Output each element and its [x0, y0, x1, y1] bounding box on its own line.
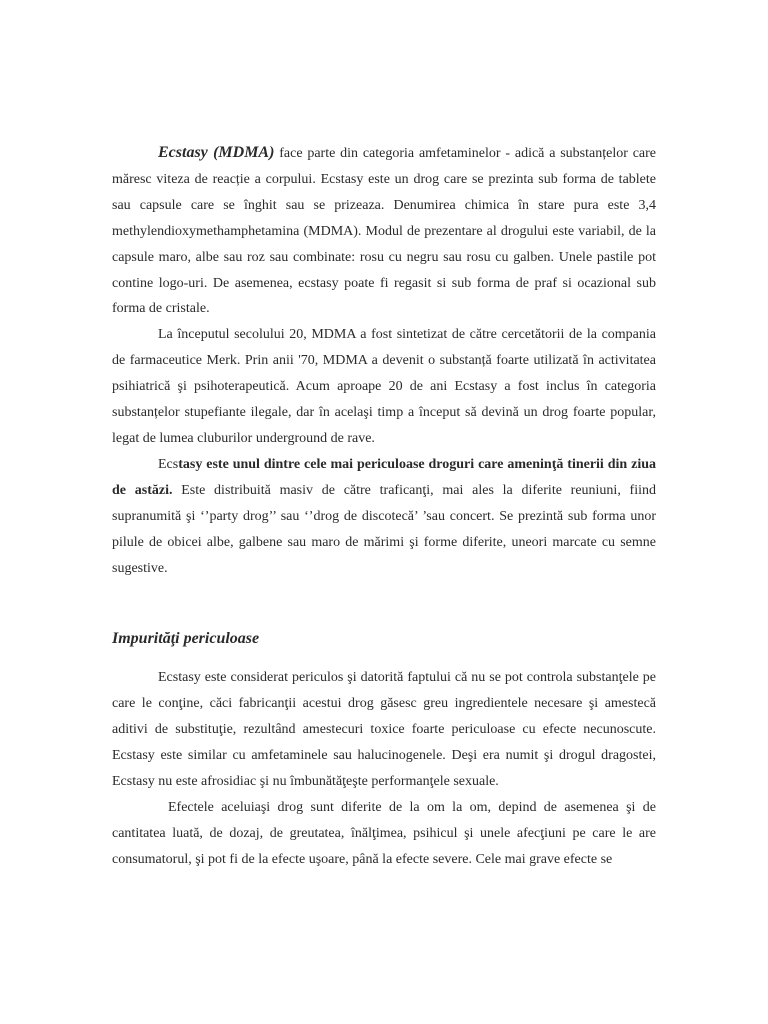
ecstasy-term: Ecstasy (MDMA): [158, 144, 275, 161]
document-page: [112, 140, 656, 873]
danger-paragraph-lead: Ecs: [158, 456, 179, 472]
effects-paragraph: Efectele aceluiaşi drog sunt diferite de la om la om, depind de asemenea şi de cantitatea luată, de dozaj, de greutatea, înălţimea, psihicul şi unele afecţiuni pe care le are consumatorul, şi pot fi de la efecte uşoare, până la efecte severe. Cele mai grave efecte se: [112, 799, 656, 867]
danger-paragraph-bold: tasy este unul dintre cele mai periculoase droguri care ameninţă tinerii din ziua de astăzi.: [112, 456, 656, 498]
history-paragraph: La începutul secolului 20, MDMA a fost sintetizat de către cercetătorii de la compania de farmaceutice Merk. Prin anii '70, MDMA a devenit o substanță foarte utilizată în activitatea psihiatrică şi psihoterapeutică. Acum aproape 20 de ani Ecstasy a fost inclus în categoria substanțelor stupefiante ilegale, dar în acelaşi timp a început să devină un drog foarte popular, legat de lumea cluburilor underground de rave.: [112, 327, 656, 446]
section-heading-impurities: Impurităţi periculoase: [112, 630, 260, 648]
impurities-paragraph: Ecstasy este considerat periculos şi datorită faptului că nu se pot controla substanţele pe care le conţine, căci fabricanţii acestui drog găsesc greu ingredientele necesare şi amestecă aditivi de substituţie, rezultând amestecuri toxice foarte periculoase cu efecte necunoscute. Ecstasy este similar cu amfetaminele sau halucinogenele. Deşi era numit şi drogul dragostei, Ecstasy nu este afrosidiac şi nu îmbunătăţeşte performanţele sexuale.: [112, 670, 656, 790]
intro-paragraph: [112, 140, 656, 322]
danger-paragraph-text: Este distribuită masiv de către traficanţi, mai ales la diferite reuniuni, fiind supranumită şi ‘’party drog’’ sau ‘’drog de discotecă’ ’sau concert. Se prezintă sub forma unor pilule de obicei albe, galbene sau maro de mărimi şi forme diferite, uneori marcate cu semne sugestive.: [112, 482, 656, 576]
danger-paragraph: [112, 452, 656, 582]
intro-paragraph-text: face parte din categoria amfetaminelor - adică a substanțelor care măresc viteza de reacție a corpului. Ecstasy este un drog care se prezinta sub forma de tablete sau capsule care se înghit sau se prizeaza. Denumirea chimica în stare pura este 3,4 methylendioxymethamphetamina (MDMA). Modul de prezentare al drogului este variabil, de la capsule maro, albe sau roz sau combinate: rosu cu negru sau rosu cu galben. Unele pastile pot contine logo-uri. De asemenea, ecstasy poate fi regasit si sub forma de praf si ocazional sub forma de cristale.: [112, 146, 656, 317]
